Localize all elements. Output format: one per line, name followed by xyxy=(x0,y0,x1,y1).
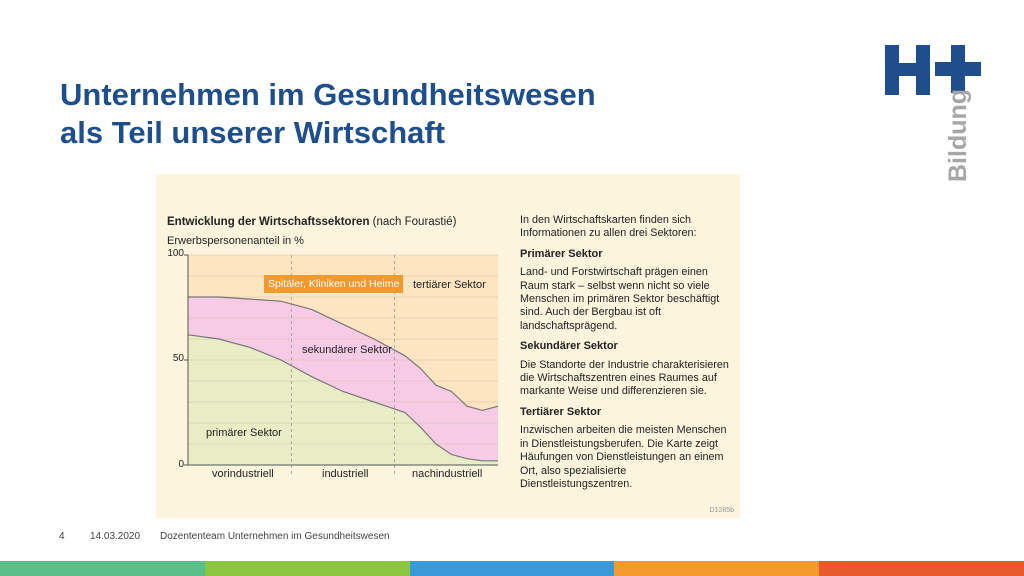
bottom-color-stripes xyxy=(0,561,1024,576)
highlight-spitaeler: Spitäler, Kliniken und Heime xyxy=(264,275,403,293)
text-sekundaer: Die Standorte der Industrie charakterisieren die Wirtschaftszentren eines Raumes auf markante Weise und differenzieren sie. xyxy=(520,358,729,398)
footer-date: 14.03.2020 xyxy=(90,531,141,542)
stripe-5 xyxy=(819,561,1024,576)
footer-author: Dozententeam Unternehmen im Gesundheitswesen xyxy=(160,531,390,542)
label-sekundaerer-sektor: sekundärer Sektor xyxy=(302,344,392,356)
text-tertiaer: Inzwischen arbeiten die meisten Menschen in Dienstleistungsberufen. Die Karte zeigt Häufungen von Dienstleistungen an einem Ort, also spezialisierte Dienstleistungszentren. xyxy=(520,424,727,490)
hplus-logo-mark xyxy=(880,40,990,190)
xtick-nachindustriell: nachindustriell xyxy=(412,468,483,480)
label-tertiaerer-sektor: tertiärer Sektor xyxy=(413,279,486,291)
chart-ylabel: Erwerbspersonenanteil in % xyxy=(167,235,304,247)
ytick-0: 0 xyxy=(178,459,184,470)
sector-description xyxy=(520,214,735,498)
side-intro: In den Wirtschaftskarten finden sich Informationen zu allen drei Sektoren: xyxy=(520,214,697,240)
text-primaer: Land- und Forstwirtschaft prägen einen Raum stark – selbst wenn nicht so viele Menschen im primären Sektor beschäftigt sind. Auch der Bergbau ist oft landschaftsprägend. xyxy=(520,266,720,332)
ytick-50: 50 xyxy=(172,353,184,364)
figure-code: D1285b xyxy=(709,507,734,514)
xtick-industriell: industriell xyxy=(322,468,369,480)
page-number: 4 xyxy=(59,531,65,542)
sector-figure xyxy=(156,174,740,518)
stripe-2 xyxy=(205,561,410,576)
xtick-vorindustriell: vorindustriell xyxy=(212,468,274,480)
slide-title xyxy=(60,76,596,152)
stripe-4 xyxy=(614,561,819,576)
title-line-1: Unternehmen im Gesundheitswesen xyxy=(60,77,596,112)
stripe-3 xyxy=(410,561,615,576)
heading-tertiaer: Tertiärer Sektor xyxy=(520,405,602,418)
stripe-1 xyxy=(0,561,205,576)
ytick-100: 100 xyxy=(167,248,184,259)
chart-title: Entwicklung der Wirtschaftssektoren (nach Fourastié) xyxy=(167,216,457,228)
logo-bildung-text: Bildung xyxy=(944,88,972,182)
heading-sekundaer: Sekundärer Sektor xyxy=(520,340,618,353)
heading-primaer: Primärer Sektor xyxy=(520,247,603,260)
title-line-2: als Teil unserer Wirtschaft xyxy=(60,115,446,150)
hplus-bildung-logo xyxy=(880,40,990,190)
label-primaerer-sektor: primärer Sektor xyxy=(206,427,282,439)
